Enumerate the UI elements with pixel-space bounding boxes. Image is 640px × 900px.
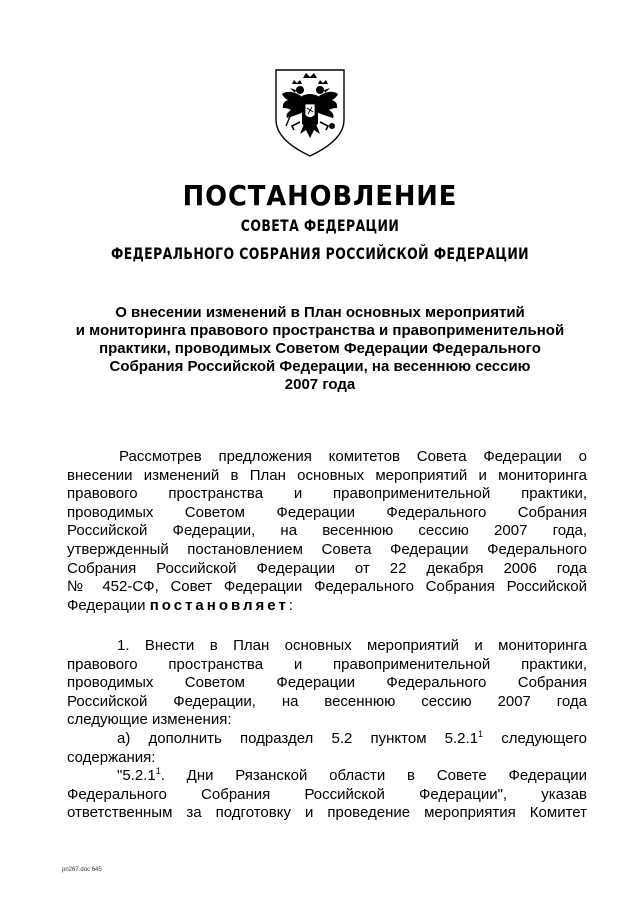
issuer-subtitle-assembly: ФЕДЕРАЛЬНОГО СОБРАНИЯ РОССИЙСКОЙ ФЕДЕРАЦИИ xyxy=(110,244,530,263)
text-fragment: Федерации xyxy=(67,596,150,614)
clause-1-paragraph xyxy=(67,637,587,823)
text-line: Федерального Собрания Российской Федерации", указав xyxy=(67,785,587,803)
text-line: Российской Федерации, на весеннюю сессию 2007 года, xyxy=(67,522,587,540)
text-line: утвержденный постановлением Совета Федерации Федерального xyxy=(67,540,587,558)
text-line: правового пространства и правоприменительной практики, xyxy=(67,485,587,503)
text-line: правового пространства и правоприменительной практики, xyxy=(67,655,587,673)
file-reference-footer: pn267.doc 645 xyxy=(62,867,102,873)
text-line: внесении изменений в План основных мероприятий и мониторинга xyxy=(67,466,587,484)
text-line: ответственным за подготовку и проведение мероприятия Комитет xyxy=(67,804,587,822)
superscript: 1 xyxy=(478,728,484,739)
resolution-heading xyxy=(40,304,600,394)
document-title: ПОСТАНОВЛЕНИЕ xyxy=(182,179,458,212)
superscript: 1 xyxy=(155,766,161,777)
russian-coat-of-arms-emblem xyxy=(270,68,350,158)
text-line xyxy=(67,767,587,786)
text-line: следующие изменения: xyxy=(67,711,232,729)
text-fragment: а) дополнить подраздел 5.2 пунктом 5.2.1 xyxy=(117,729,479,747)
text-fragment: : xyxy=(288,596,293,614)
text-line: 1. Внести в План основных мероприятий и мониторинга xyxy=(117,637,587,654)
heading-line: и мониторинга правового пространства и правоприменительной xyxy=(75,322,565,339)
text-line: содержания: xyxy=(67,748,156,766)
preamble-paragraph xyxy=(67,448,587,615)
heading-line: О внесении изменений в План основных мероприятий xyxy=(115,304,525,321)
text-fragment: . Дни Рязанской области в Совете Федерации xyxy=(160,767,587,785)
text-line: Рассмотрев предложения комитетов Совета Федерации о xyxy=(119,448,587,465)
issuer-subtitle-council: СОВЕТА ФЕДЕРАЦИИ xyxy=(240,216,400,235)
heading-line: 2007 года xyxy=(284,376,356,393)
text-line: проводимых Советом Федерации Федерального Собрания xyxy=(67,503,587,521)
text-line xyxy=(67,597,587,616)
text-fragment: "5.2.1 xyxy=(117,767,156,785)
text-line xyxy=(67,730,587,749)
resolves-keyword: постановляет xyxy=(149,596,289,614)
text-line: проводимых Советом Федерации Федерального Собрания xyxy=(67,674,587,692)
text-line: № 452-СФ, Совет Федерации Федерального Собрания Российской xyxy=(67,578,587,596)
text-fragment: следующего xyxy=(483,729,588,747)
heading-line: Собрания Российской Федерации, на весеннюю сессию xyxy=(109,358,531,375)
heading-line: практики, проводимых Советом Федерации Федерального xyxy=(99,340,541,357)
text-line: Собрания Российской Федерации от 22 декабря 2006 года xyxy=(67,559,587,577)
text-line: Российской Федерации, на весеннюю сессию 2007 года xyxy=(67,692,587,710)
